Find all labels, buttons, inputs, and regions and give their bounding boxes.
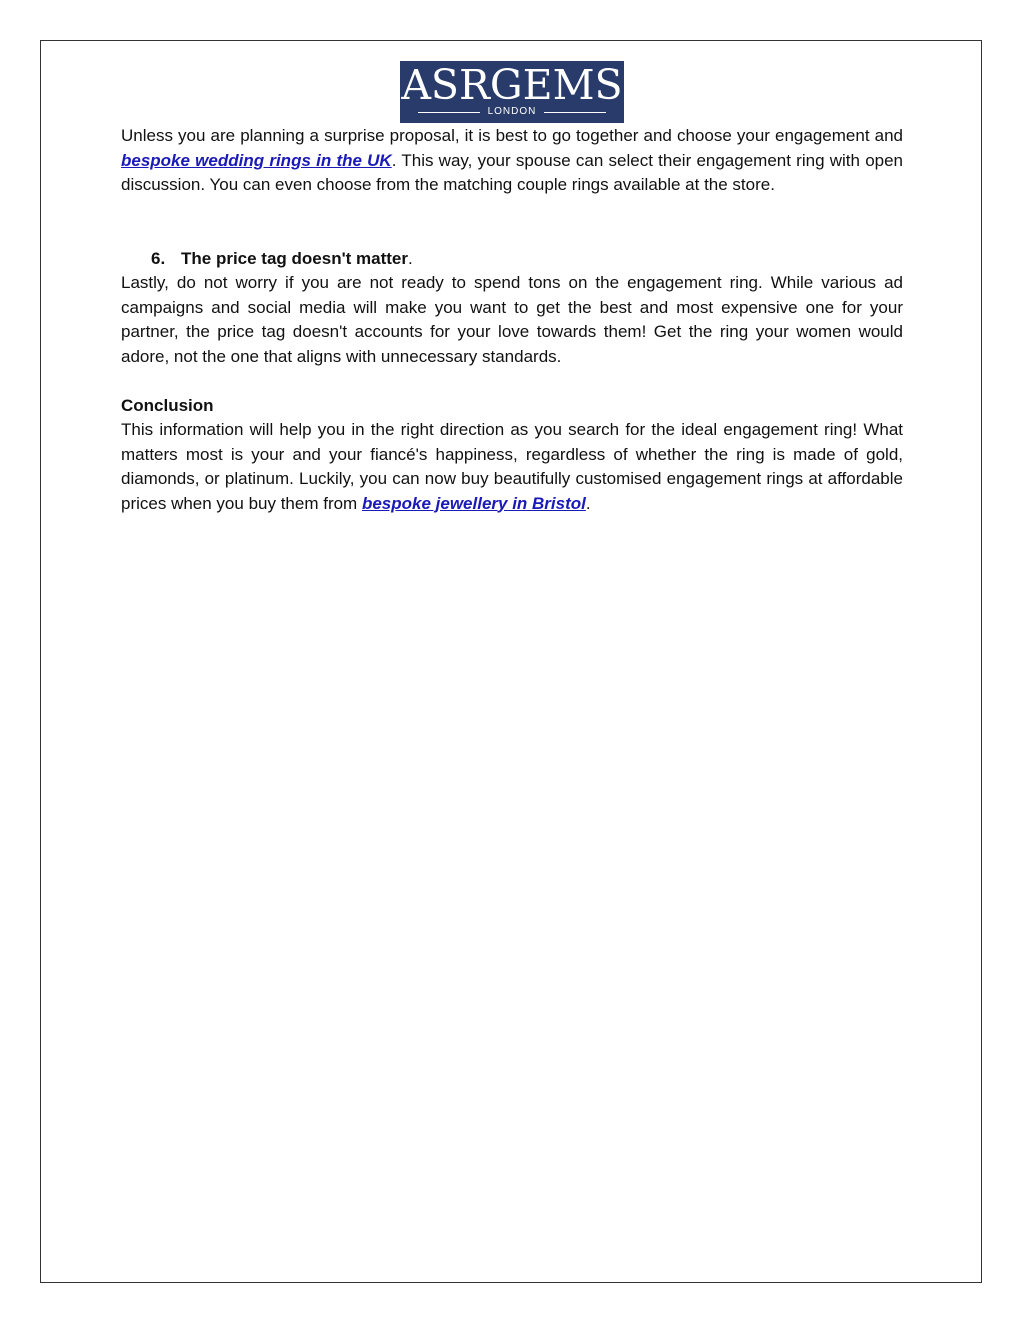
spacer	[121, 369, 903, 394]
logo-rule-right	[544, 112, 606, 113]
intro-paragraph	[121, 124, 903, 198]
conclusion-text-before-link: This information will help you in the right direction as you search for the ideal engagement ring! What matters most is your and your fiancé's happiness, regardless of whether the ring is made of gold, diamonds, or platinum. Luckily, you can now buy beautifully customised engagement rings at affordable prices when you buy them from	[121, 420, 903, 513]
intro-text-before-link: Unless you are planning a surprise proposal, it is best to go together and choose your engagement and	[121, 126, 903, 145]
section-6-heading	[121, 247, 903, 272]
conclusion-text-after-link: .	[585, 493, 591, 513]
bespoke-wedding-rings-link[interactable]: bespoke wedding rings in the UK	[121, 150, 392, 170]
section-6-title: The price tag doesn't matter	[181, 248, 408, 268]
logo-subtitle: LONDON	[487, 106, 537, 117]
logo-wordmark: ASRGEMS	[401, 61, 623, 109]
section-6-title-period: .	[407, 248, 413, 268]
section-6-number: 6.	[151, 248, 166, 268]
conclusion-paragraph	[121, 418, 903, 516]
conclusion-heading: Conclusion	[121, 395, 214, 415]
logo-rule-left	[418, 112, 480, 113]
spacer	[121, 198, 903, 247]
section-6-paragraph: Lastly, do not worry if you are not ready to spend tons on the engagement ring. While various ad campaigns and social media will make you want to get the best and most expensive one for your partner, the price tag doesn't accounts for your love towards them! Get the ring your women would adore, not the one that aligns with unnecessary standards.	[121, 273, 903, 366]
asrgems-logo	[400, 61, 624, 123]
document-body	[121, 124, 903, 516]
bespoke-jewellery-bristol-link[interactable]: bespoke jewellery in Bristol	[361, 493, 586, 513]
intro-text-after-link: . This way, your spouse can select their engagement ring with open discussion. You can even choose from the matching couple rings available at the store.	[121, 150, 904, 194]
